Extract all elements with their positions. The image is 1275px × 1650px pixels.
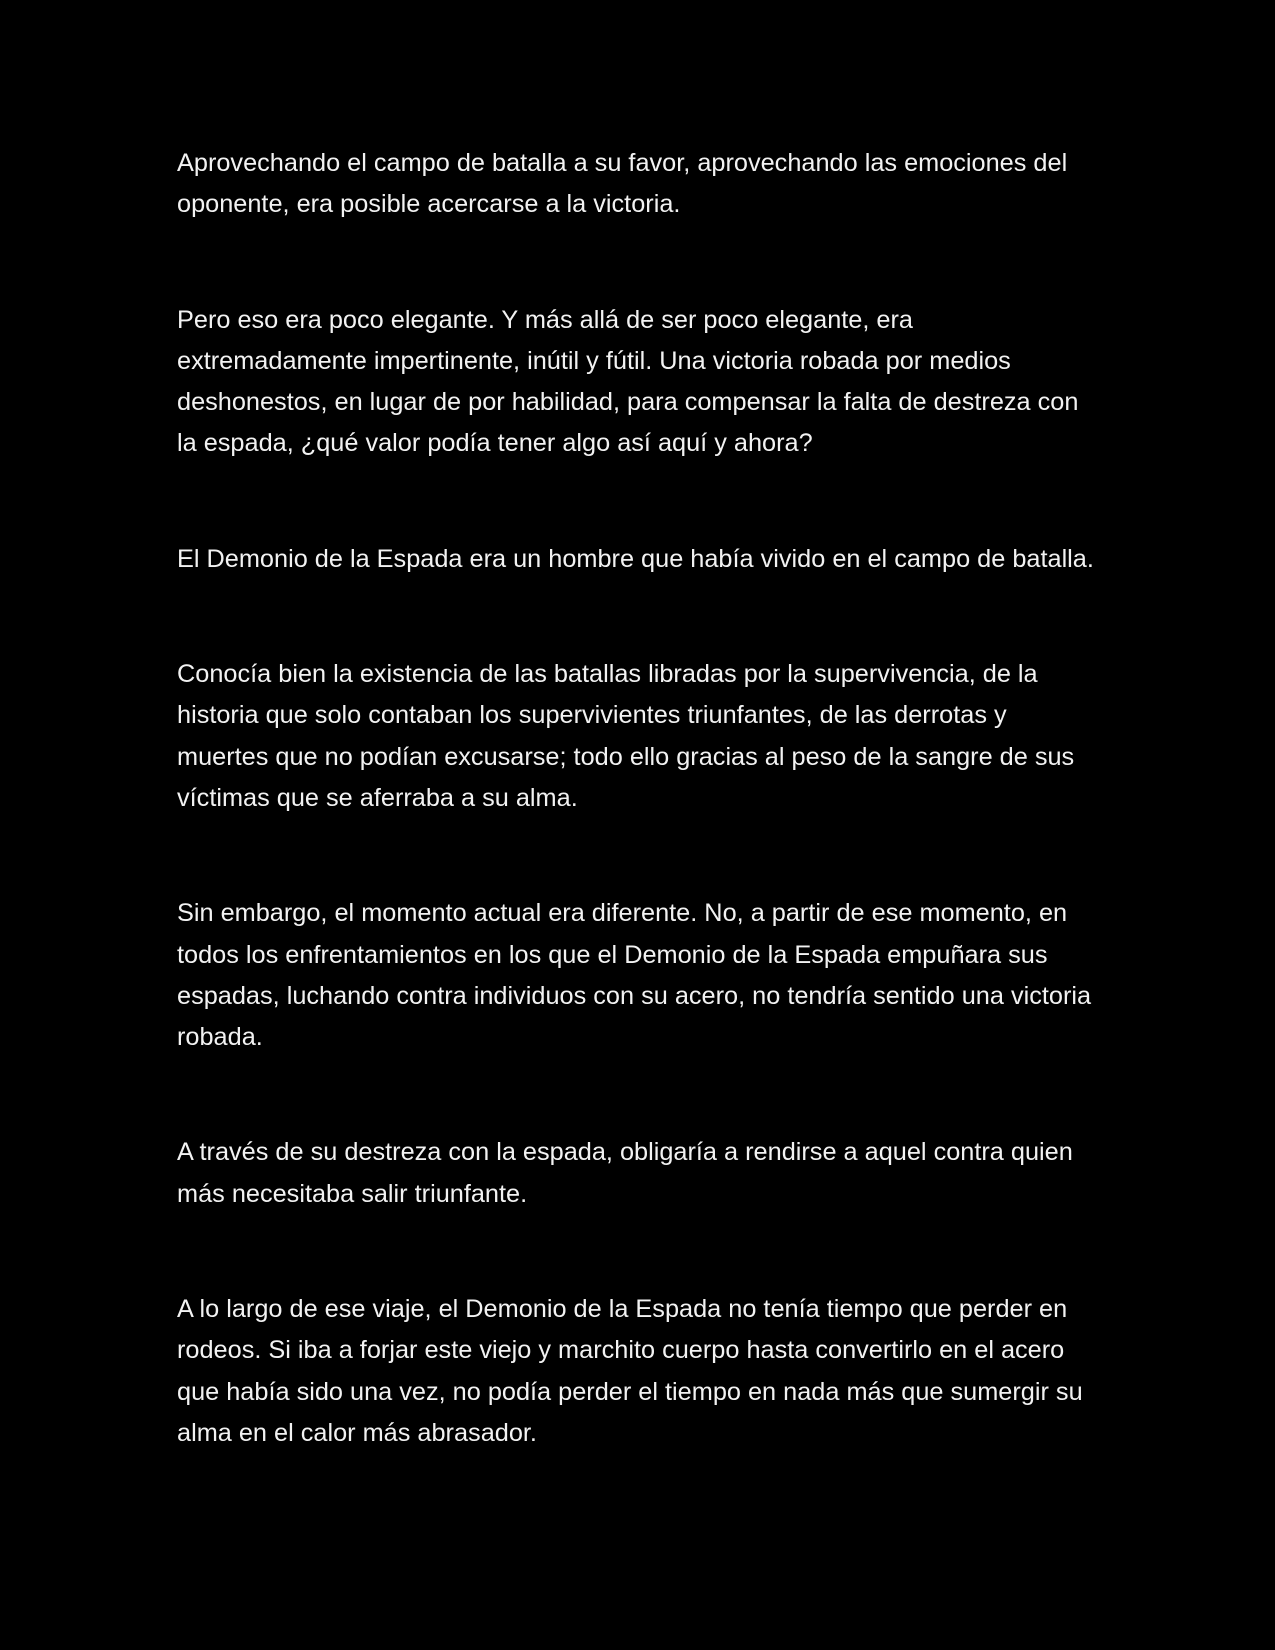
paragraph-1: Aprovechando el campo de batalla a su favor, aprovechando las emociones del oponente, era posible acercarse a la victoria. bbox=[177, 149, 1068, 219]
paragraph-3: El Demonio de la Espada era un hombre que había vivido en el campo de batalla. bbox=[177, 544, 1094, 573]
paragraph-6: A través de su destreza con la espada, obligaría a rendirse a aquel contra quien más necesitaba salir triunfante. bbox=[177, 1138, 1073, 1208]
paragraph-5: Sin embargo, el momento actual era diferente. No, a partir de ese momento, en todos los enfrentamientos en los que el Demonio de la Espada empuñara sus espadas, luchando contra individuos con su acero, no tendría sentido una victoria robada. bbox=[177, 899, 1092, 1052]
document-page bbox=[177, 143, 1097, 1528]
paragraph-4: Conocía bien la existencia de las batallas libradas por la supervivencia, de la historia que solo contaban los supervivientes triunfantes, de las derrotas y muertes que no podían excusarse; todo ello gracias al peso de la sangre de sus víctimas que se aferraba a su alma. bbox=[177, 660, 1075, 812]
paragraph-2: Pero eso era poco elegante. Y más allá de ser poco elegante, era extremadamente impertinente, inútil y fútil. Una victoria robada por medios deshonestos, en lugar de por habilidad, para compensar la falta de destreza con la espada, ¿qué valor podía tener algo así aquí y ahora? bbox=[177, 305, 1079, 458]
paragraph-7: A lo largo de ese viaje, el Demonio de la Espada no tenía tiempo que perder en rodeos. Si iba a forjar este viejo y marchito cuerpo hasta convertirlo en el acero que había sido una vez, no podía perder el tiempo en nada más que sumergir su alma en el calor más abrasador. bbox=[177, 1295, 1083, 1447]
